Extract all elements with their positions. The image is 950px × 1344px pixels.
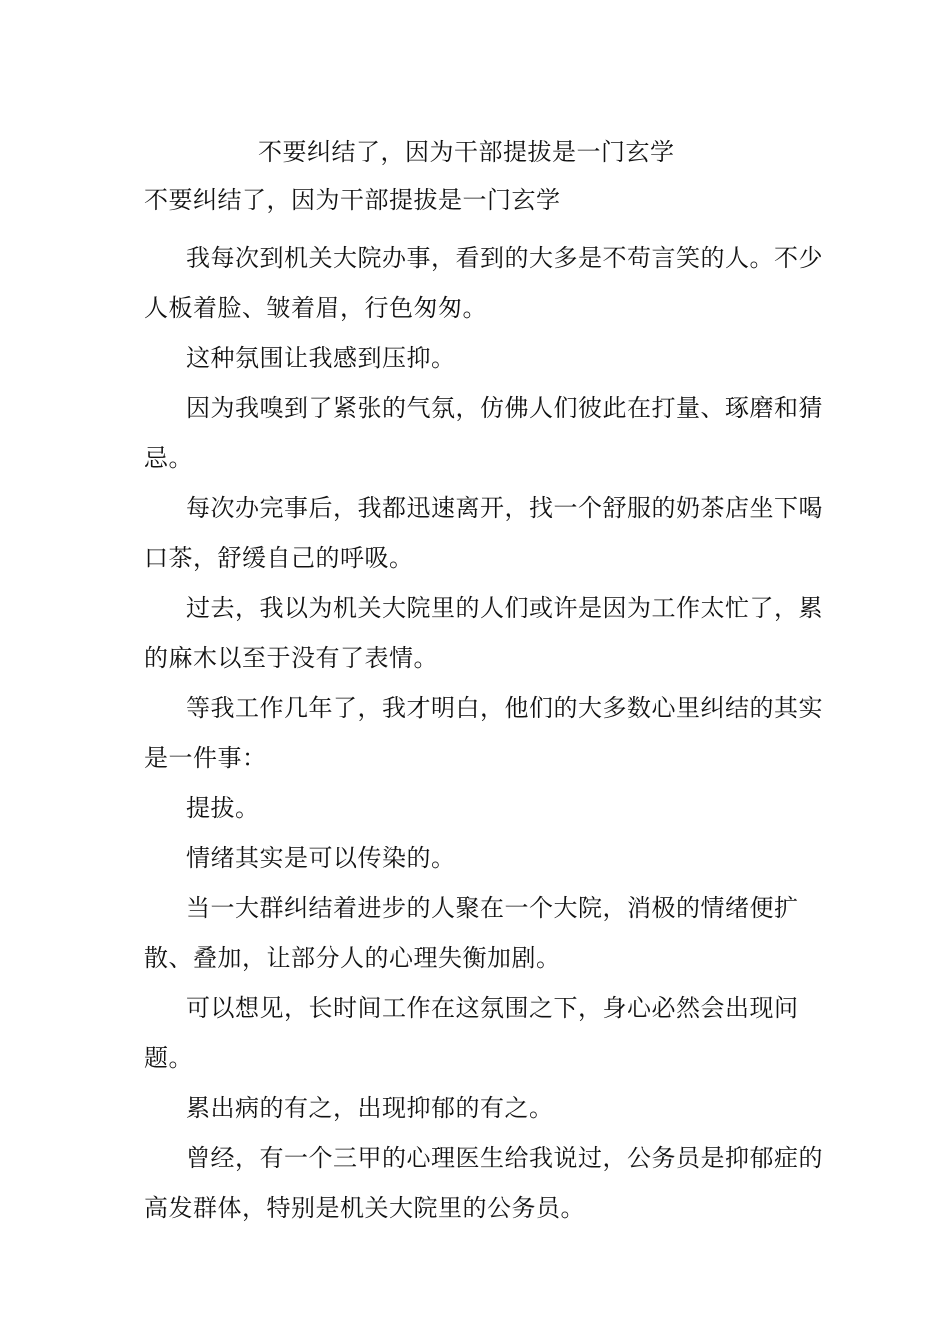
document-body [144, 183, 824, 1233]
paragraph: 因为我嗅到了紧张的气氛，仿佛人们彼此在打量、琢磨和猜忌。 [144, 394, 823, 472]
paragraph: 情绪其实是可以传染的。 [186, 844, 456, 872]
paragraph: 曾经，有一个三甲的心理医生给我说过，公务员是抑郁症的高发群体，特别是机关大院里的公务员。 [144, 1144, 823, 1222]
paragraph: 我每次到机关大院办事，看到的大多是不苟言笑的人。不少人板着脸、皱着眉，行色匆匆。 [144, 244, 823, 322]
paragraph: 当一大群纠结着进步的人聚在一个大院，消极的情绪便扩散、叠加，让部分人的心理失衡加剧。 [144, 894, 799, 972]
document-title: 不要纠结了，因为干部提拔是一门玄学 [258, 138, 675, 166]
paragraph: 这种氛围让我感到压抑。 [186, 344, 456, 372]
paragraph: 累出病的有之，出现抑郁的有之。 [186, 1094, 554, 1122]
paragraph: 每次办完事后，我都迅速离开，找一个舒服的奶茶店坐下喝口茶，舒缓自己的呼吸。 [144, 494, 823, 572]
document-subtitle: 不要纠结了，因为干部提拔是一门玄学 [144, 186, 561, 214]
paragraph: 过去，我以为机关大院里的人们或许是因为工作太忙了，累的麻木以至于没有了表情。 [144, 594, 823, 672]
paragraph: 可以想见，长时间工作在这氛围之下，身心必然会出现问题。 [144, 994, 799, 1072]
paragraph: 提拔。 [186, 794, 260, 822]
paragraph: 等我工作几年了，我才明白，他们的大多数心里纠结的其实是一件事： [144, 694, 823, 772]
